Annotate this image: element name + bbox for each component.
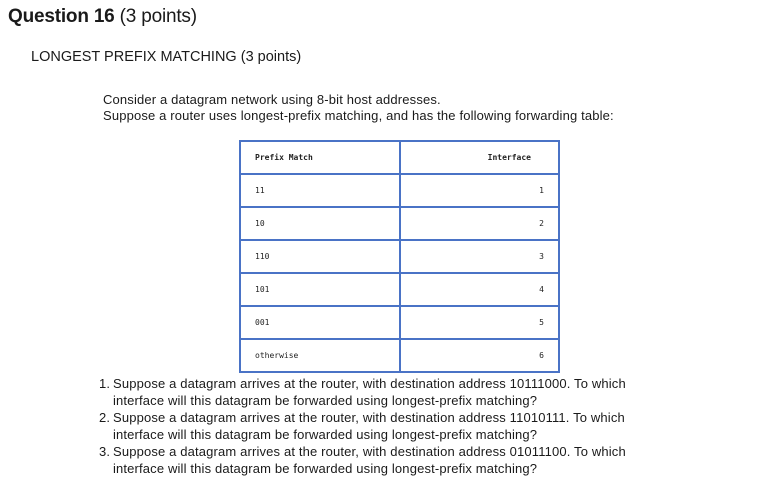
column-header-prefix: Prefix Match <box>240 141 400 174</box>
prefix-cell: otherwise <box>240 339 400 372</box>
question-item-line: interface will this datagram be forwarded using longest-prefix matching? <box>113 393 538 408</box>
question-item <box>99 375 739 409</box>
question-item-line: interface will this datagram be forwarded using longest-prefix matching? <box>113 427 538 442</box>
question-points: (3 points) <box>119 6 197 27</box>
question-item-number: 1. <box>99 376 111 391</box>
intro-line: Consider a datagram network using 8-bit host addresses. <box>103 92 441 107</box>
column-header-interface: Interface <box>400 141 559 174</box>
table-row <box>240 306 559 339</box>
question-item-number: 3. <box>99 444 111 459</box>
question-item-line: interface will this datagram be forwarded using longest-prefix matching? <box>113 461 538 476</box>
table-row <box>240 273 559 306</box>
question-item-line: Suppose a datagram arrives at the router, with destination address 11010111. To which <box>113 410 625 425</box>
table-row <box>240 174 559 207</box>
forwarding-table <box>239 140 560 373</box>
question-item-number: 2. <box>99 410 111 425</box>
interface-cell: 3 <box>400 240 559 273</box>
section-title: LONGEST PREFIX MATCHING (3 points) <box>31 49 302 65</box>
prefix-cell: 001 <box>240 306 400 339</box>
prefix-cell: 101 <box>240 273 400 306</box>
table-header-row <box>240 141 559 174</box>
intro-text <box>103 92 614 124</box>
interface-cell: 6 <box>400 339 559 372</box>
prefix-cell: 11 <box>240 174 400 207</box>
table-row <box>240 207 559 240</box>
question-item-line: Suppose a datagram arrives at the router, with destination address 01011100. To which <box>113 444 626 459</box>
intro-line: Suppose a router uses longest-prefix matching, and has the following forwarding table: <box>103 108 614 123</box>
interface-cell: 4 <box>400 273 559 306</box>
table-row <box>240 339 559 372</box>
interface-cell: 5 <box>400 306 559 339</box>
question-item <box>99 409 739 443</box>
interface-cell: 1 <box>400 174 559 207</box>
prefix-cell: 110 <box>240 240 400 273</box>
prefix-cell: 10 <box>240 207 400 240</box>
interface-cell: 2 <box>400 207 559 240</box>
question-item-line: Suppose a datagram arrives at the router, with destination address 10111000. To which <box>113 376 626 391</box>
table-row <box>240 240 559 273</box>
question-number: Question 16 <box>8 6 115 27</box>
question-title <box>8 6 197 28</box>
question-list <box>99 375 739 477</box>
question-item <box>99 443 739 477</box>
